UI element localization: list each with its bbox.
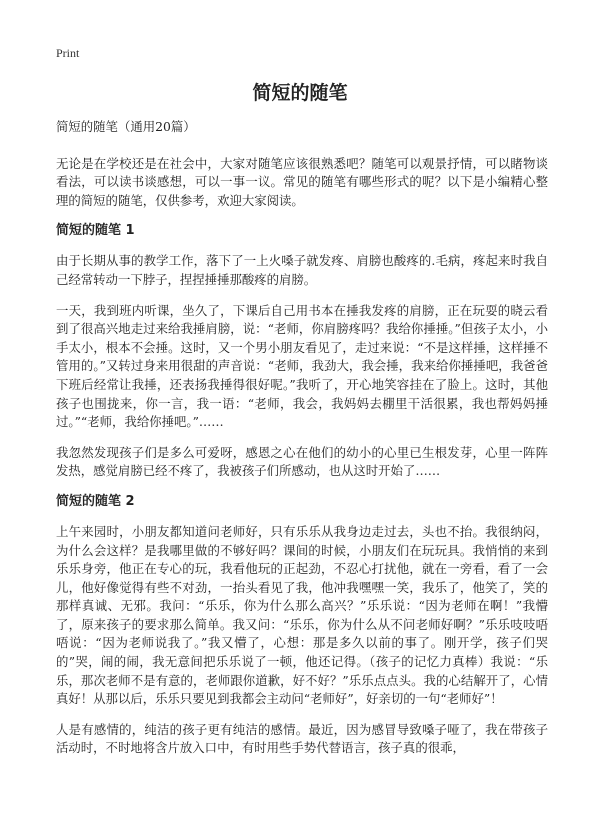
article-body xyxy=(56,118,548,770)
print-link[interactable]: Print xyxy=(56,46,80,60)
section-heading: 简短的随笔 1 xyxy=(56,223,135,239)
paragraph: 我忽然发现孩子们是多么可爱呀，感恩之心在他们的幼小的心里已生根发芽，心里一阵阵发热，感觉肩膀已经不疼了，我被孩子们所感动，也从这时开始了…… xyxy=(56,444,548,479)
page-title: 简短的随笔 xyxy=(252,82,348,104)
paragraph: 人是有感情的，纯洁的孩子更有纯洁的感情。最近，因为感冒导致嗓子哑了，我在带孩子活动时，不时地将含片放入口中，有时用些手势代替语言，孩子真的很乖， xyxy=(56,721,548,756)
paragraph: 由于长期从事的教学工作，落下了一上火嗓子就发疼、肩膀也酸疼的.毛病，疼起来时我自己经常转动一下脖子，捏捏捶捶那酸疼的肩膀。 xyxy=(56,253,548,287)
intro-paragraph: 无论是在学校还是在社会中，大家对随笔应该很熟悉吧？随笔可以观景抒情，可以睹物谈看法，可以读书谈感想，可以一事一议。常见的随笔有哪些形式的呢？以下是小编精心整理的简短的随笔，仅供参考，欢迎大家阅读。 xyxy=(56,155,548,208)
paragraph: 上午来园时，小朋友都知道问老师好，只有乐乐从我身边走过去，头也不抬。我很纳闷，为什么会这样？是我哪里做的不够好吗？课间的时候，小朋友们在玩玩具。我悄悄的来到乐乐身旁，他正在专心的玩，我看他玩的正起劲，不忍心打扰他，就在一旁看，看了一会儿，他好像觉得有些不对劲，一抬头看见了我，他冲我嘿嘿一笑，我乐了，他笑了，笑的那样真诚、无邪。我问：“乐乐，你为什么那么高兴？”乐乐说：“因为老师在啊！”我懵了，原来孩子的要求那么简单。我又问：“乐乐，你为什么从不问老师好啊？”乐乐吱吱唔唔说：“因为老师说我了。”我又懵了，心想：那是多久以前的事了。刚开学，孩子们哭的”哭，闹的闹，我无意间把乐乐说了一顿，他还记得。（孩子的记忆力真棒）我说：“乐乐，那次老师不是有意的，老师跟你道歉，好不好？”乐乐点点头。我的心结解开了，心情真好！从那以后，乐乐只要见到我都会主动问“老师好”，好亲切的一句“老师好”！ xyxy=(56,523,548,707)
article-subtitle: 简短的随笔（通用20篇） xyxy=(56,119,196,134)
section-heading: 简短的随笔 2 xyxy=(56,493,135,509)
paragraph: 一天，我到班内听课，坐久了，下课后自己用书本在捶我发疼的肩膀，正在玩耍的晓云看到了很高兴地走过来给我捶肩膀，说：“老师，你肩膀疼吗？我给你捶捶。”但孩子太小，小手太小，根本不会捶。这时，又一个男小朋友看见了，走过来说：“不是这样捶，这样捶不管用的。”又转过身来用很甜的声音说：“老师，我劲大，我会捶，我来给你捶捶吧，我爸爸下班后经常让我捶，还表扬我捶得很好呢。”我听了，开心地笑容挂在了脸上。这时，其他孩子也围拢来，你一言，我一语：“老师，我会，我妈妈去棚里干活很累，我也帮妈妈捶过。”“老师，我给你捶吧。”…… xyxy=(56,302,548,430)
